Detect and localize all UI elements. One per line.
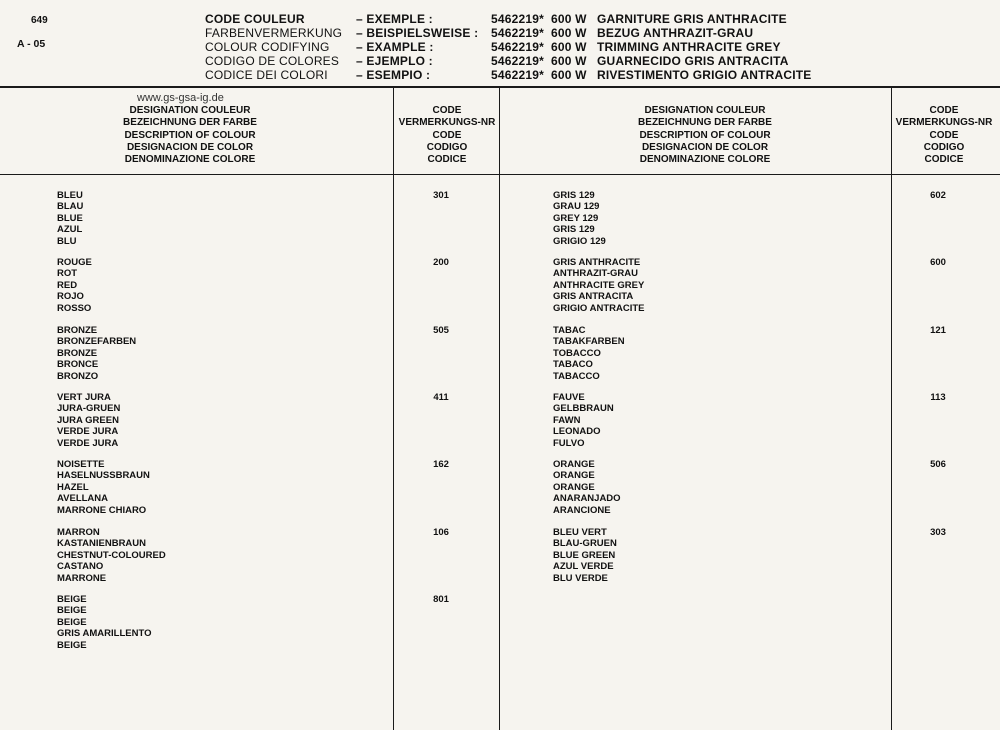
color-code: 200 [433,257,449,268]
color-name: HAZEL [57,481,89,493]
color-code: 301 [433,190,449,201]
color-code: 600 [930,257,946,268]
color-name: ORANGE [553,470,595,482]
header-watt: 600 W [551,68,587,82]
header-code: 5462219* [491,54,544,68]
color-name: BLU [57,235,77,247]
header-desc: RIVESTIMENTO GRIGIO ANTRACITE [597,68,812,82]
header-example: – EJEMPLO : [356,54,433,68]
color-name: ORANGE [553,481,595,493]
header-desc: GARNITURE GRIS ANTHRACITE [597,12,787,26]
header-desc: GUARNECIDO GRIS ANTRACITA [597,54,789,68]
header-line: CODE [432,105,462,116]
header-line: DESIGNATION COULEUR [129,105,251,116]
header-code: 5462219* [491,40,544,54]
header-label: CODICE DEI COLORI [205,68,328,82]
color-name: CASTANO [57,561,104,573]
color-name: GRIS ANTRACITA [553,291,634,303]
header-line: CODE [432,129,462,141]
designation-header-left [80,105,300,166]
color-name: ROUGE [57,257,92,268]
color-name: FULVO [553,437,585,449]
color-name: MARRONE CHIARO [57,504,147,516]
color-name: KASTANIENBRAUN [57,538,147,550]
header-row [205,12,305,26]
color-name: CHESTNUT-COLOURED [57,549,166,561]
color-group [57,594,151,651]
color-name: JURA GREEN [57,414,119,426]
color-name: BEIGE [57,639,87,651]
color-group [553,257,644,314]
color-name: BRONZEFARBEN [57,336,137,348]
color-name: AVELLANA [57,493,109,505]
color-name: TABACCO [553,370,600,382]
header-line: VERMERKUNGS-NR [398,117,496,129]
color-name: GRIS AMARILLENTO [57,628,152,640]
color-group [57,527,166,584]
color-name: BLU VERDE [553,572,608,584]
color-name: BEIGE [57,616,87,628]
header-watt: 600 W [551,12,587,26]
color-group [553,459,621,516]
header-line: CODICE [427,154,467,166]
column-divider [891,88,892,730]
header-watt: 600 W [551,54,587,68]
column-header-rule [0,174,1000,175]
header-example: – EXEMPLE : [356,12,433,26]
header-example: – EXAMPLE : [356,40,434,54]
header-line: DESIGNACION DE COLOR [641,141,769,153]
header-code: 5462219* [491,68,544,82]
header-line: DESIGNATION COULEUR [644,105,766,116]
color-name: GRIGIO ANTRACITE [553,302,645,314]
header-line: CODE [929,105,959,116]
color-name: ORANGE [553,459,595,470]
color-name: ARANCIONE [553,504,611,516]
color-code: 113 [930,392,946,403]
color-name: FAUVE [553,392,585,403]
header-line: CODICE [924,154,964,166]
color-name: BLUE [57,212,83,224]
header-line: BEZEICHNUNG DER FARBE [638,117,772,129]
code-header-left [396,105,498,166]
color-code: 162 [433,459,449,470]
color-name: MARRONE [57,572,107,584]
color-name: RED [57,279,78,291]
color-group [553,527,617,584]
color-name: GELBBRAUN [553,403,614,415]
color-code: 602 [930,190,946,201]
header-desc: TRIMMING ANTHRACITE GREY [597,40,781,54]
color-group [57,459,150,516]
header-line: BEZEICHNUNG DER FARBE [123,117,257,129]
color-name: BRONCE [57,359,99,371]
header-desc: BEZUG ANTHRAZIT-GRAU [597,26,754,40]
color-name: BLEU [57,190,83,201]
color-name: GRAU 129 [553,201,600,213]
color-name: AZUL VERDE [553,561,614,573]
color-name: GRIS ANTHRACITE [553,257,641,268]
color-name: VERDE JURA [57,426,119,438]
header-line: DESIGNACION DE COLOR [126,141,254,153]
color-name: GRIGIO 129 [553,235,606,247]
color-name: TOBACCO [553,347,601,359]
color-name: BLAU [57,201,84,213]
color-name: NOISETTE [57,459,105,470]
color-name: FAWN [553,414,581,426]
column-divider [393,88,394,730]
section-code: A - 05 [17,38,46,50]
color-name: ANTHRAZIT-GRAU [553,268,638,280]
color-name: ANTHRACITE GREY [553,279,645,291]
color-name: TABAC [553,325,586,336]
header-line: DENOMINAZIONE COLORE [639,154,771,166]
color-code: 411 [433,392,449,403]
color-name: GRIS 129 [553,224,595,236]
color-name: VERDE JURA [57,437,119,449]
header-example: – BEISPIELSWEISE : [356,26,479,40]
header-code: 5462219* [491,12,544,26]
color-name: VERT JURA [57,392,111,403]
header-label: FARBENVERMERKUNG [205,26,343,40]
color-group [57,392,120,449]
header-line: CODIGO [923,141,965,153]
color-name: ANARANJADO [553,493,621,505]
color-group [57,325,136,382]
header-line: DENOMINAZIONE COLORE [124,154,256,166]
color-name: AZUL [57,224,83,236]
color-name: BRONZE [57,325,98,336]
color-name: BLUE GREEN [553,549,616,561]
color-name: ROT [57,268,78,280]
color-name: JURA-GRUEN [57,403,121,415]
color-name: ROJO [57,291,84,303]
color-name: GREY 129 [553,212,599,224]
header-watt: 600 W [551,40,587,54]
color-code: 303 [930,527,946,538]
header-example: – ESEMPIO : [356,68,431,82]
header-code: 5462219* [491,26,544,40]
header-line: CODE [929,129,959,141]
color-name: BEIGE [57,605,87,617]
color-name: MARRON [57,527,100,538]
color-group [57,190,83,247]
color-group [57,257,92,314]
color-code: 106 [433,527,449,538]
color-name: LEONADO [553,426,601,438]
header-rule [0,86,1000,88]
color-name: TABACO [553,359,593,371]
color-name: BRONZE [57,347,98,359]
header-line: CODIGO [426,141,468,153]
color-name: BEIGE [57,594,87,605]
header-watt: 600 W [551,26,587,40]
header-line: DESCRIPTION OF COLOUR [124,129,256,141]
color-name: GRIS 129 [553,190,595,201]
header-line: VERMERKUNGS-NR [895,117,993,129]
column-divider [499,88,500,730]
color-name: BRONZO [57,370,99,382]
code-header-right [894,105,994,166]
color-code: 506 [930,459,946,470]
page-number: 649 [31,15,48,26]
color-code: 505 [433,325,449,336]
color-code: 801 [433,594,449,605]
color-code: 121 [930,325,946,336]
header-line: DESCRIPTION OF COLOUR [639,129,771,141]
watermark-url: www.gs-gsa-ig.de [137,92,224,104]
color-name: TABAKFARBEN [553,336,625,348]
color-name: BLAU-GRUEN [553,538,617,550]
color-group [553,190,606,247]
color-group [553,325,625,382]
header-label: COLOUR CODIFYING [205,40,330,54]
designation-header-right [590,105,820,166]
header-label: CODIGO DE COLORES [205,54,340,68]
header-label: CODE COULEUR [205,12,305,26]
color-name: HASELNUSSBRAUN [57,470,150,482]
color-group [553,392,614,449]
color-name: ROSSO [57,302,92,314]
color-name: BLEU VERT [553,527,607,538]
